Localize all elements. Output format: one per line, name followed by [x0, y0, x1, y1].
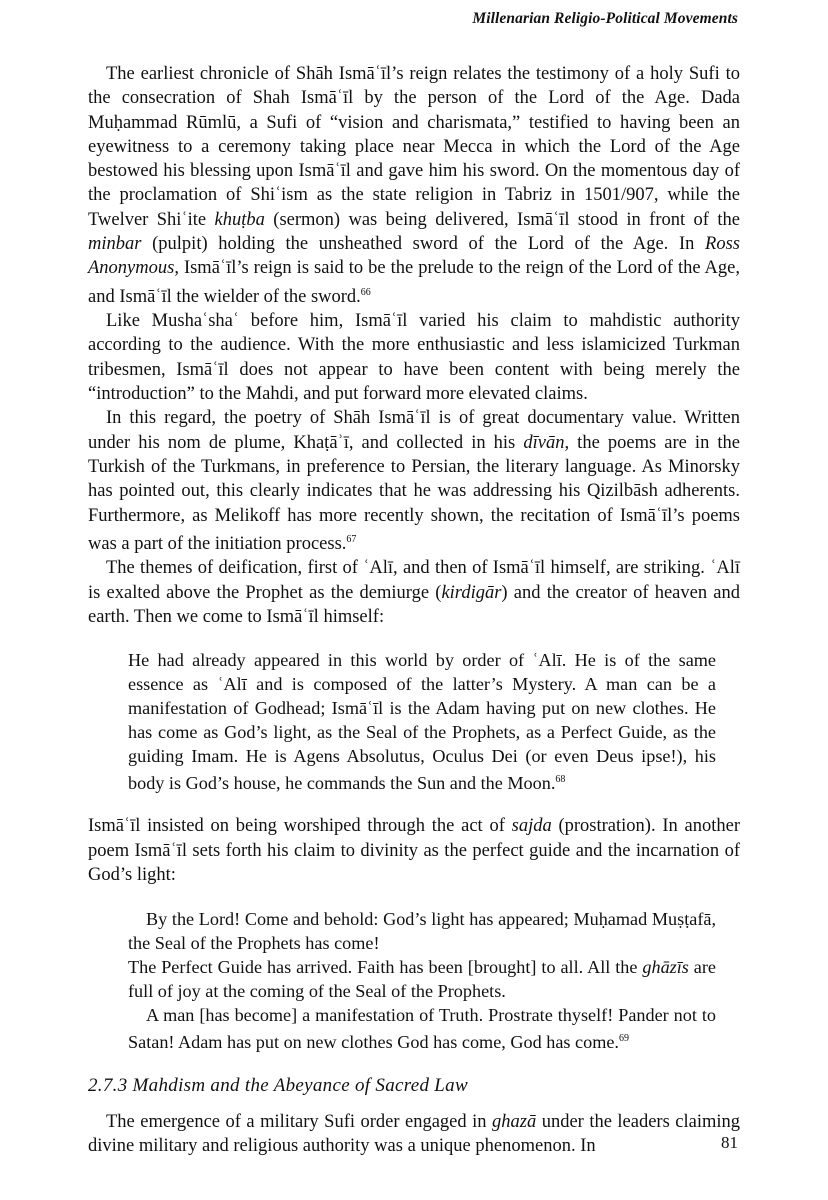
quote-line-2	[128, 955, 716, 1003]
quote-text	[128, 648, 716, 795]
italic-term: khuṭba	[214, 209, 265, 230]
page-number: 81	[721, 1133, 738, 1152]
quote-text: are full of joy at the coming of the Seal of the Prophets.	[128, 957, 717, 1002]
paragraph-text: (sermon) was being delivered, Ismāʿīl stood in front of the	[264, 209, 740, 230]
paragraph-5	[88, 814, 740, 887]
quote-line-3	[128, 1003, 716, 1054]
main-text	[88, 62, 740, 1159]
paragraph-4	[88, 556, 740, 629]
italic-term: ghāzīs	[642, 957, 689, 978]
paragraph-text: The themes of deification, first of ʿAlī, and then of Ismāʿīl himself, are striking. ʿAlī is exalted above the Prophet as the demiurge (	[88, 558, 740, 603]
footnote-ref: 68	[555, 774, 566, 786]
footnote-ref: 66	[360, 286, 371, 298]
paragraph-2	[88, 309, 740, 406]
running-head: Millenarian Religio-Political Movements	[472, 10, 738, 27]
italic-title: Ross Anonymous	[88, 234, 740, 279]
paragraph-text: Like Mushaʿshaʿ before him, Ismāʿīl varied his claim to mahdistic authority according to the audience. With the more enthusiastic and less islamicized Turkman tribesmen, Ismāʿīl does not appear to have been content with being merely the “introduction” to the Mahdi, and put forward more elevated claims.	[88, 311, 740, 405]
quote-line-1: By the Lord! Come and behold: God’s light has appeared; Muḥamad Muṣṭafā, the Seal of the Prophets has come!	[128, 909, 716, 954]
paragraph-1	[88, 62, 740, 309]
paragraph-text: The emergence of a military Sufi order engaged in	[106, 1112, 493, 1133]
paragraph-text: under the leaders claiming divine military and religious authority was a unique phenomenon. In	[88, 1112, 741, 1157]
italic-term: minbar	[88, 234, 142, 255]
paragraph-text: Ismāʿīl insisted on being worshiped through the act of	[88, 816, 512, 837]
italic-term: dīvān	[523, 432, 565, 453]
italic-term: kirdigār	[441, 582, 502, 603]
paragraph-text: ) and the creator of heaven and earth. Then we come to Ismāʿīl himself:	[88, 582, 740, 627]
quote-text: A man [has become] a manifestation of Truth. Prostrate thyself! Pander not to Satan! Adam has put on new clothes God has come, God has come.	[128, 1005, 716, 1053]
paragraph-text: (pulpit) holding the unsheathed sword of the Lord of the Age. In	[141, 234, 706, 255]
footnote-ref: 67	[346, 533, 357, 545]
quote-line: He had already appeared in this world by order of ʿAlī. He is of the same essence as ʿAlī and is composed of the latter’s Mystery. A man can be a manifestation of Godhead; Ismāʿīl is the Adam having put on new clothes. He has come as God’s light, as the Seal of the Prophets, as a Perfect Guide, as the guiding Imam. He is Agens Absolutus, Oculus Dei (or even Deus ipse!), his body is God’s house, he commands the Sun and the Moon.	[128, 650, 716, 794]
paragraph-text: , Ismāʿīl’s reign is said to be the prelude to the reign of the Lord of the Age, and Ismāʿīl the wielder of the sword.	[88, 258, 740, 307]
block-quote-1	[128, 648, 716, 795]
paragraph-text: , the poems are in the Turkish of the Turkmans, in preference to Persian, the literary language. As Minorsky has pointed out, this clearly indicates that he was addressing his Qizilbāsh adherents. Furthermore, as Melikoff has more recently shown, the recitation of Ismāʿīl’s poems was a part of the initiation process.	[88, 432, 741, 554]
footnote-ref: 69	[618, 1033, 629, 1045]
italic-term: ghazā	[492, 1112, 537, 1133]
paragraph-text: In this regard, the poetry of Shāh Ismāʿīl is of great documentary value. Written under his nom de plume, Khaṭāʾī, and collected in his	[88, 408, 740, 453]
italic-term: sajda	[511, 816, 552, 837]
paragraph-6	[88, 1110, 740, 1159]
paragraph-text: The earliest chronicle of Shāh Ismāʿīl’s reign relates the testimony of a holy Sufi to the consecration of Shah Ismāʿīl by the person of the Lord of the Age. Dada Muḥammad Rūmlū, a Sufi of “vision and charismata,” testified to having been an eyewitness to a ceremony taking place near Mecca in which the Lord of the Age bestowed his blessing upon Ismāʿīl and gave him his sword. On the momentous day of the proclamation of Shiʿism as the state religion in Tabriz in 1501/907, while the Twelver Shiʿite	[88, 64, 740, 230]
section-heading: 2.7.3 Mahdism and the Abeyance of Sacred Law	[88, 1075, 468, 1097]
paragraph-text: (prostration). In another poem Ismāʿīl sets forth his claim to divinity as the perfect guide and the incarnation of God’s light:	[88, 816, 740, 885]
quote-text: The Perfect Guide has arrived. Faith has been [brought] to all. All the	[128, 957, 643, 978]
paragraph-3	[88, 406, 740, 556]
block-quote-2	[128, 907, 716, 1054]
